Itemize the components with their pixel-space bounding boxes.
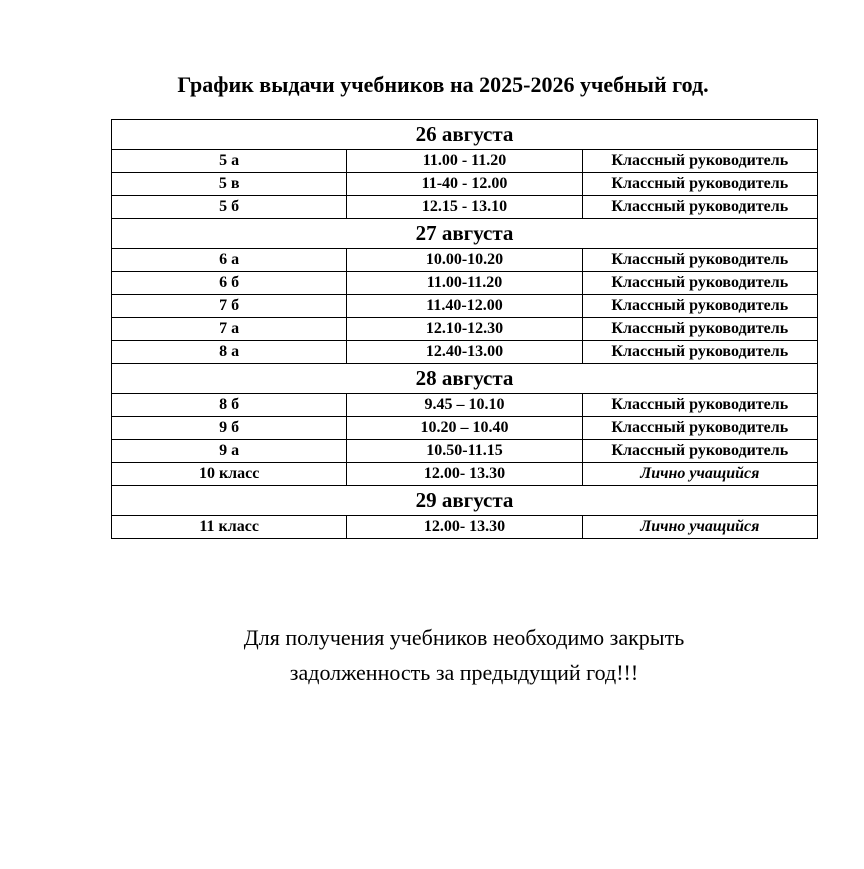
class-name-cell: 9 а [112,440,347,463]
day-header-row [112,486,818,516]
day-header-row [112,120,818,150]
responsible-cell: Классный руководитель [582,341,817,364]
table-row [112,150,818,173]
class-name-cell: 8 а [112,341,347,364]
table-row [112,463,818,486]
table-row [112,440,818,463]
time-slot-cell: 11.00 - 11.20 [347,150,582,173]
responsible-cell: Классный руководитель [582,249,817,272]
time-slot-cell: 11.00-11.20 [347,272,582,295]
day-date: 28 августа [112,364,818,394]
day-header-row [112,364,818,394]
time-slot-cell: 11-40 - 12.00 [347,173,582,196]
table-row [112,417,818,440]
time-slot-cell: 12.40-13.00 [347,341,582,364]
time-slot-cell: 10.00-10.20 [347,249,582,272]
debt-notice-line-2: задолженность за предыдущий год!!! [289,660,639,685]
class-name-cell: 7 б [112,295,347,318]
responsible-cell: Классный руководитель [582,394,817,417]
table-row [112,272,818,295]
time-slot-cell: 9.45 – 10.10 [347,394,582,417]
class-name-cell: 8 б [112,394,347,417]
class-name-cell: 7 а [112,318,347,341]
table-row [112,394,818,417]
table-row [112,341,818,364]
class-name-cell: 5 б [112,196,347,219]
table-row [112,173,818,196]
time-slot-cell: 12.15 - 13.10 [347,196,582,219]
class-name-cell: 11 класс [112,516,347,539]
class-name-cell: 9 б [112,417,347,440]
responsible-cell: Классный руководитель [582,417,817,440]
responsible-cell: Лично учащийся [582,516,817,539]
time-slot-cell: 12.10-12.30 [347,318,582,341]
table-row [112,196,818,219]
time-slot-cell: 12.00- 13.30 [347,516,582,539]
table-row [112,249,818,272]
table-row [112,516,818,539]
responsible-cell: Классный руководитель [582,272,817,295]
time-slot-cell: 12.00- 13.30 [347,463,582,486]
time-slot-cell: 10.20 – 10.40 [347,417,582,440]
class-name-cell: 10 класс [112,463,347,486]
responsible-cell: Лично учащийся [582,463,817,486]
responsible-cell: Классный руководитель [582,196,817,219]
responsible-cell: Классный руководитель [582,150,817,173]
day-header-row [112,219,818,249]
document-title: График выдачи учебников на 2025-2026 учебный год. [177,72,709,97]
class-name-cell: 6 б [112,272,347,295]
responsible-cell: Классный руководитель [582,295,817,318]
class-name-cell: 5 в [112,173,347,196]
debt-notice-line-1: Для получения учебников необходимо закрыть [243,625,685,650]
table-row [112,318,818,341]
schedule-table-body [112,120,818,539]
day-date: 26 августа [112,120,818,150]
table-row [112,295,818,318]
class-name-cell: 6 а [112,249,347,272]
responsible-cell: Классный руководитель [582,440,817,463]
debt-notice [0,620,864,690]
day-date: 27 августа [112,219,818,249]
responsible-cell: Классный руководитель [582,318,817,341]
responsible-cell: Классный руководитель [582,173,817,196]
class-name-cell: 5 а [112,150,347,173]
schedule-table [111,119,818,539]
time-slot-cell: 11.40-12.00 [347,295,582,318]
time-slot-cell: 10.50-11.15 [347,440,582,463]
day-date: 29 августа [112,486,818,516]
